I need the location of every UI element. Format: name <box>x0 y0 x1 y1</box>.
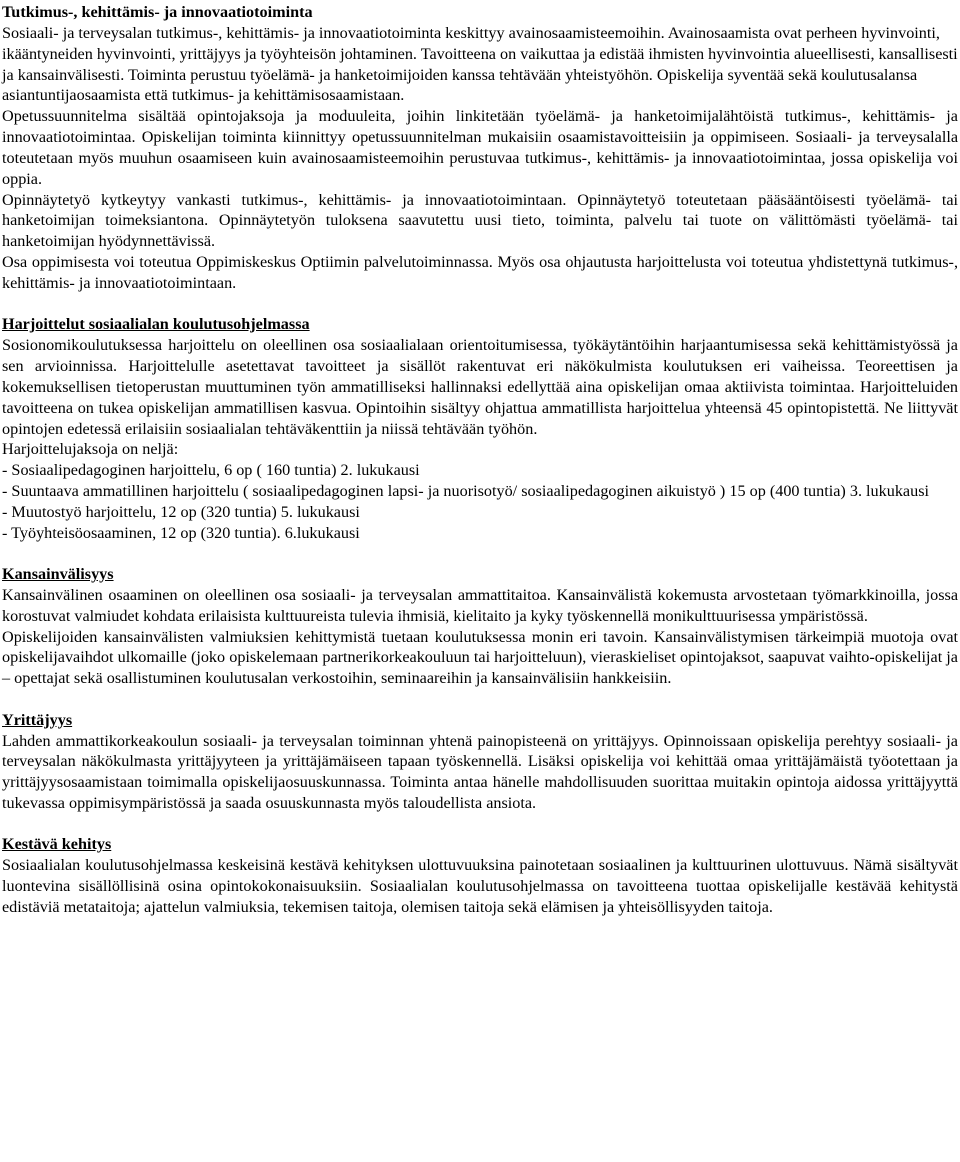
list-item: - Suuntaava ammatillinen harjoittelu ( sosiaalipedagoginen lapsi- ja nuorisotyö/ sosiaalipedagoginen aikuistyö ) 15 op (400 tuntia) 3. lukukausi <box>2 482 929 501</box>
paragraph: Sosiaali- ja terveysalan tutkimus-, kehittämis- ja innovaatiotoiminta keskittyy avainosaamisteemoihin. Avainosaamista ovat perheen hyvinvointi, ikääntyneiden hyvinvointi, yrittäjyys ja työyhteisön johtaminen. Tavoitteena on vaikuttaa ja edistää ihmisten hyvinvointia alueellisesti, kansallisesti ja kansainvälisesti. Toiminta perustuu työelämä- ja hanketoimijoiden kanssa tehtävään yhteistyöhön. Opiskelija syventää sekä koulutusalansa asiantuntijaosaamista että tutkimus- ja kehittämisosaamistaan. <box>2 23 958 105</box>
section-title: Harjoittelut sosiaalialan koulutusohjelmassa <box>2 315 310 334</box>
section-title: Tutkimus-, kehittämis- ja innovaatiotoiminta <box>2 3 313 21</box>
section-sustainable-development <box>2 834 958 917</box>
paragraph: Opiskelijoiden kansainvälisten valmiuksien kehittymistä tuetaan koulutuksessa monin eri tavoin. Kansainvälistymisen tärkeimpiä muotoja ovat opiskelijavaihdot ulkomaille (joko opiskelemaan partnerikorkeakouluun tai harjoitteluun), vieraskieliset opintojaksot, saapuvat vaihto-opiskelijat ja – opettajat sekä osallistuminen koulutusalan verkostoihin, seminaareihin ja kansainvälisiin hankkeisiin. <box>2 627 958 688</box>
section-title: Yrittäjyys <box>2 710 73 729</box>
paragraph: Kansainvälinen osaaminen on oleellinen osa sosiaali- ja terveysalan ammattitaitoa. Kansainvälistä kokemusta arvostetaan työmarkkinoilla, jossa korostuvat valmiudet kohdata erilaisista kulttuureista tulevia ihmisiä, kielitaito ja kyky työskennellä monikulttuurisessa ympäristössä. <box>2 585 958 625</box>
paragraph: Osa oppimisesta voi toteutua Oppimiskeskus Optiimin palvelutoiminnassa. Myös osa ohjautusta harjoittelusta voi toteutua yhdistettynä tutkimus-, kehittämis- ja innovaatiotoimintaan. <box>2 253 958 292</box>
paragraph: Sosionomikoulutuksessa harjoittelu on oleellinen osa sosiaalialaan orientoitumisessa, työkäytäntöihin harjaantumisessa sekä kehittämistyössä ja sen arvioinnissa. Harjoittelulle asetettavat tavoitteet ja sisällöt rakentuvat eri näkökulmista koulutuksen eri vaiheissa. Teoreettisen ja kokemuksellisen tietoperustan muuttuminen työn ammatilliseksi hallinnaksi edellyttää aina opiskelijan omaa aktiivista toimintaa. Harjoitteluiden tavoitteena on tukea opiskelijan ammatillisen kasvua. Opintoihin sisältyy ohjattua ammatillista harjoittelua yhteensä 45 opintopistettä. Ne liittyvät opintojen edetessä erilaisiin sosiaalialan tehtäväkenttiin ja niissä tehtävään työhön. <box>2 336 958 438</box>
paragraph: Opinnäytetyö kytkeytyy vankasti tutkimus-, kehittämis- ja innovaatiotoimintaan. Opinnäytetyö toteutetaan pääsääntöisesti työelämä- tai hanketoimijan toimeksiantona. Opinnäytetyön tuloksena saavutettu uusi tieto, toiminta, palvelu tai tuote on välittömästi työelämä- tai hanketoimijan hyödynnettävissä. <box>2 190 958 251</box>
paragraph: Opetussuunnitelma sisältää opintojaksoja ja moduuleita, joihin linkitetään työelämä- ja hanketoimijalähtöistä tutkimus-, kehittämis- ja innovaatiotoimintaa. Opiskelijan toiminta kiinnittyy opetussuunnitelman mukaisiin osaamistavoitteisiin ja oppimiseen. Sosiaali- ja terveysalalla toteutetaan myös muuhun osaamiseen kuin avainosaamisteemoihin perustuvaa tutkimus-, kehittämis- ja innovaatiotoimintaa, jossa opiskelija voi oppia. <box>2 107 958 188</box>
section-entrepreneurship <box>2 710 958 814</box>
section-title: Kansainvälisyys <box>2 565 114 584</box>
paragraph: Sosiaalialan koulutusohjelmassa keskeisinä kestävä kehityksen ulottuvuuksina painotetaan sosiaalinen ja kulttuurinen ulottuvuus. Nämä sisältyvät luontevina sisällöllisinä osina opintokokonaisuuksiin. Sosiaalialan koulutusohjelmassa on tavoitteena tuottaa opiskelijalle kestävää kehitystä edistäviä metataitoja; ajattelun valmiuksia, tekemisen taitoja, olemisen taitoja sekä elämisen ja yhteisöllisyyden taitoja. <box>2 856 958 916</box>
section-internationality <box>2 564 958 689</box>
section-internships <box>2 314 958 543</box>
section-title: Kestävä kehitys <box>2 835 112 854</box>
list-item: - Työyhteisöosaaminen, 12 op (320 tuntia). 6.lukukausi <box>2 523 360 542</box>
paragraph: Lahden ammattikorkeakoulun sosiaali- ja terveysalan toiminnan yhtenä painopisteenä on yrittäjyys. Opinnoissaan opiskelija perehtyy sosiaali- ja terveysalan näkökulmasta yrittäjyyteen ja yrittäjämäiseen tapaan työskennellä. Lisäksi opiskelija voi kehittää omaa yrittäjämäistä työotettaan ja yrittäjyysosaamistaan toimimalla opiskelijaosuuskunnassa. Toiminta antaa hänelle mahdollisuuden suorittaa muitakin opintoja aidossa yrittäjyyttä tukevassa oppimisympäristössä ja saada osuuskunnasta myös taloudellista ansiota. <box>2 731 958 813</box>
list-heading: Harjoittelujaksoja on neljä: <box>2 440 179 459</box>
section-research-development <box>2 2 958 294</box>
list-item: - Muutostyö harjoittelu, 12 op (320 tuntia) 5. lukukausi <box>2 502 360 521</box>
list-item: - Sosiaalipedagoginen harjoittelu, 6 op ( 160 tuntia) 2. lukukausi <box>2 461 420 480</box>
